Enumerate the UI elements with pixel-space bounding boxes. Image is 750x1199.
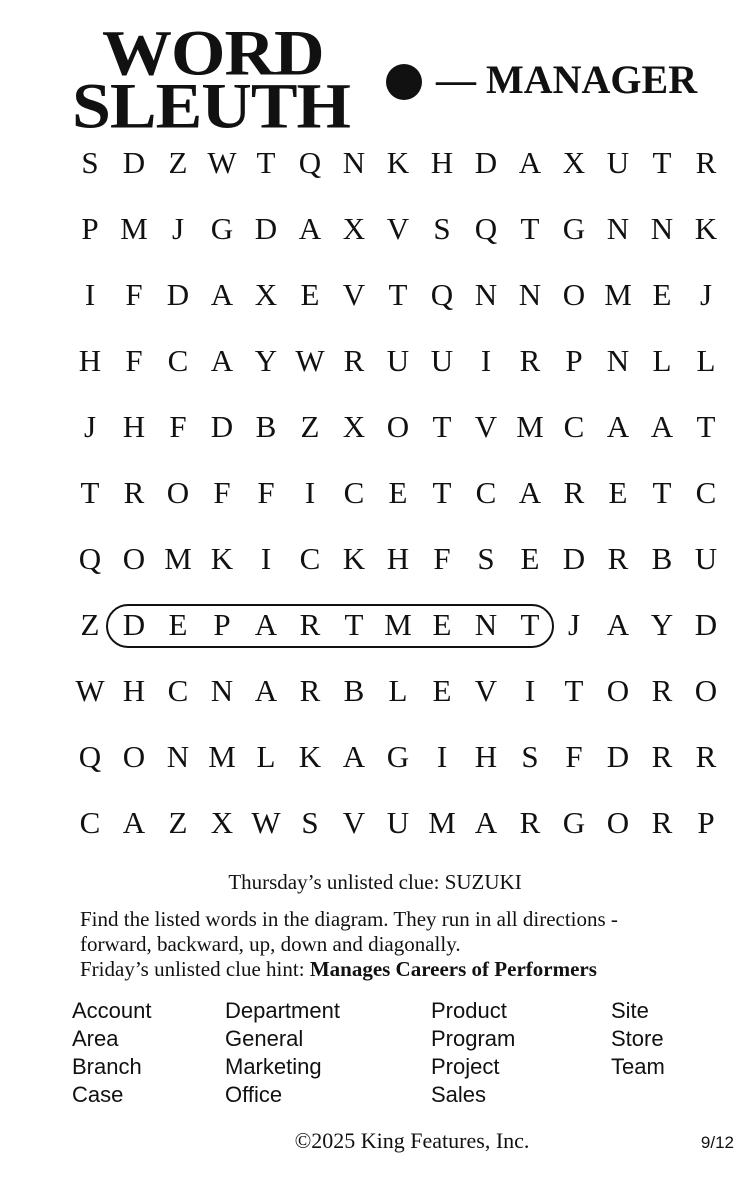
grid-row (68, 460, 728, 526)
grid-letter[interactable]: A (254, 607, 278, 642)
grid-letter[interactable]: A (650, 409, 674, 444)
puzzle-topic: — MANAGER (436, 57, 698, 102)
grid-letter[interactable]: I (480, 343, 492, 378)
grid-letter[interactable]: D (562, 541, 586, 576)
grid-letter[interactable]: A (254, 673, 278, 708)
grid-letter[interactable]: U (386, 343, 410, 378)
grid-letter[interactable]: F (169, 409, 187, 444)
grid-letter[interactable]: O (122, 739, 146, 774)
grid-row (68, 790, 728, 856)
grid-letter[interactable]: R (695, 145, 717, 180)
found-word-outline (106, 604, 554, 648)
grid-letter[interactable]: W (207, 145, 237, 180)
grid-letter[interactable]: Z (300, 409, 320, 444)
grid-letter[interactable]: S (521, 739, 539, 774)
grid-letter[interactable]: P (81, 211, 99, 246)
logo-sleuth-line: SLEUTH (72, 71, 350, 143)
instructions-line-1: Find the listed words in the diagram. They run in all directions - (80, 907, 618, 931)
instructions-line-2: forward, backward, up, down and diagonally. (80, 932, 461, 956)
grid-letter[interactable]: U (386, 805, 410, 840)
grid-letter[interactable]: X (562, 145, 586, 180)
grid-letter[interactable]: E (432, 673, 452, 708)
grid-letter[interactable]: K (342, 541, 366, 576)
grid-letter[interactable]: R (563, 475, 585, 510)
grid-letter[interactable]: F (213, 475, 231, 510)
grid-letter[interactable]: A (342, 739, 366, 774)
grid-letter[interactable]: C (343, 475, 365, 510)
grid-letter[interactable]: E (168, 607, 188, 642)
grid-letter[interactable]: H (474, 739, 498, 774)
grid-letter[interactable]: X (210, 805, 234, 840)
grid-letter[interactable]: A (210, 343, 234, 378)
grid-letter[interactable]: J (83, 409, 97, 444)
grid-letter[interactable]: G (562, 211, 586, 246)
grid-letter[interactable]: V (342, 805, 366, 840)
grid-letter[interactable]: O (562, 277, 586, 312)
grid-letter[interactable]: K (694, 211, 718, 246)
grid-letter[interactable]: M (120, 211, 148, 246)
grid-letter[interactable]: H (430, 145, 454, 180)
word-list-item: Area (72, 1026, 119, 1051)
grid-letter[interactable]: C (299, 541, 321, 576)
grid-letter[interactable]: E (300, 277, 320, 312)
grid-letter[interactable]: M (384, 607, 412, 642)
word-list-item: Sales (431, 1082, 487, 1107)
grid-letter[interactable]: L (652, 343, 672, 378)
grid-row (68, 130, 728, 196)
grid-letter[interactable]: X (254, 277, 278, 312)
grid-row (68, 196, 728, 262)
instructions (80, 907, 618, 982)
grid-letter[interactable]: T (652, 145, 672, 180)
grid-letter[interactable]: L (256, 739, 276, 774)
grid-letter[interactable]: F (433, 541, 451, 576)
grid-letter[interactable]: T (344, 607, 364, 642)
grid-letter[interactable]: T (652, 475, 672, 510)
grid-letter[interactable]: E (608, 475, 628, 510)
grid-letter[interactable]: E (652, 277, 672, 312)
grid-letter[interactable]: H (122, 673, 146, 708)
grid-letter[interactable]: W (75, 673, 105, 708)
grid-letter[interactable]: R (651, 673, 673, 708)
grid-letter[interactable]: C (79, 805, 101, 840)
word-list-item: General (225, 1026, 304, 1051)
bullet-dot-icon (386, 64, 422, 100)
grid-letter[interactable]: B (255, 409, 277, 444)
grid-letter[interactable]: U (694, 541, 718, 576)
grid-letter[interactable]: K (298, 739, 322, 774)
grid-letter[interactable]: N (474, 607, 498, 642)
grid-letter[interactable]: U (430, 343, 454, 378)
grid-letter[interactable]: V (386, 211, 410, 246)
grid-letter[interactable]: P (697, 805, 715, 840)
grid-letter[interactable]: C (167, 343, 189, 378)
grid-letter[interactable]: V (342, 277, 366, 312)
grid-letter[interactable]: V (474, 673, 498, 708)
unlisted-clue: Thursday’s unlisted clue: SUZUKI (228, 870, 522, 894)
grid-letter[interactable]: N (210, 673, 234, 708)
grid-letter[interactable]: H (386, 541, 410, 576)
grid-letter[interactable]: M (604, 277, 632, 312)
grid-letter[interactable]: N (606, 211, 630, 246)
grid-letter[interactable]: M (428, 805, 456, 840)
grid-letter[interactable]: I (304, 475, 316, 510)
grid-letter[interactable]: Z (168, 805, 188, 840)
grid-letter[interactable]: T (696, 409, 716, 444)
grid-letter[interactable]: F (257, 475, 275, 510)
grid-letter[interactable]: W (295, 343, 325, 378)
grid-letter[interactable]: N (518, 277, 542, 312)
grid-letter[interactable]: A (606, 607, 630, 642)
grid-letter[interactable]: I (260, 541, 272, 576)
grid-letter[interactable]: V (474, 409, 498, 444)
grid-letter[interactable]: T (564, 673, 584, 708)
grid-letter[interactable]: A (210, 277, 234, 312)
grid-letter[interactable]: R (299, 673, 321, 708)
grid-letter[interactable]: H (122, 409, 146, 444)
grid-letter[interactable]: A (518, 475, 542, 510)
grid-letter[interactable]: F (565, 739, 583, 774)
grid-letter[interactable]: S (477, 541, 495, 576)
word-list-item: Program (431, 1026, 516, 1051)
grid-letter[interactable]: Y (650, 607, 674, 642)
grid-letter[interactable]: R (519, 343, 541, 378)
grid-letter[interactable]: R (651, 805, 673, 840)
word-list-item: Team (611, 1054, 665, 1079)
word-list-column (431, 997, 515, 1109)
grid-letter[interactable]: D (210, 409, 234, 444)
grid-letter[interactable]: S (301, 805, 319, 840)
grid-row (68, 328, 728, 394)
grid-letter[interactable]: N (474, 277, 498, 312)
grid-row (68, 526, 728, 592)
grid-letter[interactable]: Q (298, 145, 322, 180)
grid-letter[interactable]: J (699, 277, 713, 312)
grid-letter[interactable]: T (520, 607, 540, 642)
logo-word-line: WORD (102, 18, 324, 90)
grid-letter[interactable]: Q (430, 277, 454, 312)
grid-letter[interactable]: K (210, 541, 234, 576)
grid-letter[interactable]: T (388, 277, 408, 312)
word-list-item: Project (431, 1054, 500, 1079)
grid-row (68, 262, 728, 328)
grid-letter[interactable]: P (565, 343, 583, 378)
grid-letter[interactable]: Y (254, 343, 278, 378)
grid-letter[interactable]: T (256, 145, 276, 180)
grid-letter[interactable]: N (166, 739, 190, 774)
word-list-column (225, 997, 340, 1109)
grid-letter[interactable]: B (651, 541, 673, 576)
grid-letter[interactable]: I (84, 277, 96, 312)
grid-letter[interactable]: D (122, 607, 146, 642)
grid-letter[interactable]: N (342, 145, 366, 180)
grid-letter[interactable]: Q (78, 739, 102, 774)
grid-letter[interactable]: O (606, 805, 630, 840)
grid-letter[interactable]: H (78, 343, 102, 378)
grid-letter[interactable]: A (122, 805, 146, 840)
word-list-item: Office (225, 1082, 283, 1107)
grid-letter[interactable]: S (81, 145, 99, 180)
grid-letter[interactable]: A (606, 409, 630, 444)
grid-letter[interactable]: Q (474, 211, 498, 246)
grid-letter[interactable]: M (516, 409, 544, 444)
grid-letter[interactable]: Z (80, 607, 100, 642)
grid-letter[interactable]: T (432, 409, 452, 444)
word-list-item: Account (72, 998, 152, 1023)
grid-letter[interactable]: C (475, 475, 497, 510)
grid-letter[interactable]: X (342, 211, 366, 246)
grid-letter[interactable]: O (122, 541, 146, 576)
grid-letter[interactable]: N (606, 343, 630, 378)
word-list-item: Site (611, 998, 649, 1023)
grid-letter[interactable]: W (251, 805, 281, 840)
grid-letter[interactable]: D (122, 145, 146, 180)
page-number: 9/12 (700, 1133, 734, 1152)
grid-letter[interactable]: T (520, 211, 540, 246)
grid-letter[interactable]: E (432, 607, 452, 642)
grid-letter[interactable]: K (386, 145, 410, 180)
grid-letter[interactable]: G (210, 211, 234, 246)
grid-letter[interactable]: U (606, 145, 630, 180)
grid-letter[interactable]: G (386, 739, 410, 774)
grid-letter[interactable]: G (562, 805, 586, 840)
grid-row (68, 394, 728, 460)
grid-letter[interactable]: R (607, 541, 629, 576)
word-list-item: Marketing (225, 1054, 322, 1079)
grid-letter[interactable]: R (343, 343, 365, 378)
grid-letter[interactable]: J (567, 607, 581, 642)
word-list-item: Branch (72, 1054, 142, 1079)
grid-letter[interactable]: O (606, 673, 630, 708)
grid-letter[interactable]: A (518, 145, 542, 180)
grid-letter[interactable]: F (125, 277, 143, 312)
grid-letter[interactable]: D (166, 277, 190, 312)
grid-row (68, 724, 728, 790)
grid-letter[interactable]: F (125, 343, 143, 378)
grid-letter[interactable]: E (388, 475, 408, 510)
grid-letter[interactable]: P (213, 607, 231, 642)
grid-letter[interactable]: R (519, 805, 541, 840)
grid-letter[interactable]: A (474, 805, 498, 840)
grid-letter[interactable]: O (166, 475, 190, 510)
word-list-item: Product (431, 998, 507, 1023)
grid-letter[interactable]: I (524, 673, 536, 708)
grid-letter[interactable]: L (696, 343, 716, 378)
grid-letter[interactable]: R (299, 607, 321, 642)
grid-letter[interactable]: J (171, 211, 185, 246)
grid-letter[interactable]: C (167, 673, 189, 708)
word-list-item: Department (225, 998, 340, 1023)
hint-text: Manages Careers of Performers (309, 957, 597, 981)
grid-letter[interactable]: O (694, 673, 718, 708)
grid-letter[interactable]: R (695, 739, 717, 774)
grid-letter[interactable]: T (432, 475, 452, 510)
grid-letter[interactable]: C (563, 409, 585, 444)
word-list-column (611, 997, 665, 1081)
grid-letter[interactable]: R (651, 739, 673, 774)
grid-letter[interactable]: I (436, 739, 448, 774)
grid-letter[interactable]: D (606, 739, 630, 774)
grid-letter[interactable]: S (433, 211, 451, 246)
grid-letter[interactable]: D (694, 607, 718, 642)
word-list-column (72, 997, 152, 1109)
grid-letter[interactable]: E (520, 541, 540, 576)
grid-letter[interactable]: N (650, 211, 674, 246)
grid-letter[interactable]: R (123, 475, 145, 510)
word-list-item: Store (611, 1026, 664, 1051)
copyright: ©2025 King Features, Inc. (294, 1128, 530, 1153)
grid-letter[interactable]: D (474, 145, 498, 180)
grid-letter[interactable]: L (388, 673, 408, 708)
hint-label: Friday’s unlisted clue hint: (80, 957, 310, 981)
word-list-item: Case (72, 1082, 124, 1107)
grid-letter[interactable]: B (343, 673, 365, 708)
grid-letter[interactable]: D (254, 211, 278, 246)
grid-letter[interactable]: X (342, 409, 366, 444)
grid-letter[interactable]: M (208, 739, 236, 774)
grid-row (68, 658, 728, 724)
grid-letter[interactable]: M (164, 541, 192, 576)
grid-letter[interactable]: A (298, 211, 322, 246)
grid-letter[interactable]: Q (78, 541, 102, 576)
grid-letter[interactable]: T (80, 475, 100, 510)
grid-letter[interactable]: O (386, 409, 410, 444)
grid-letter[interactable]: Z (168, 145, 188, 180)
grid-letter[interactable]: C (695, 475, 717, 510)
hint-line (80, 957, 618, 982)
